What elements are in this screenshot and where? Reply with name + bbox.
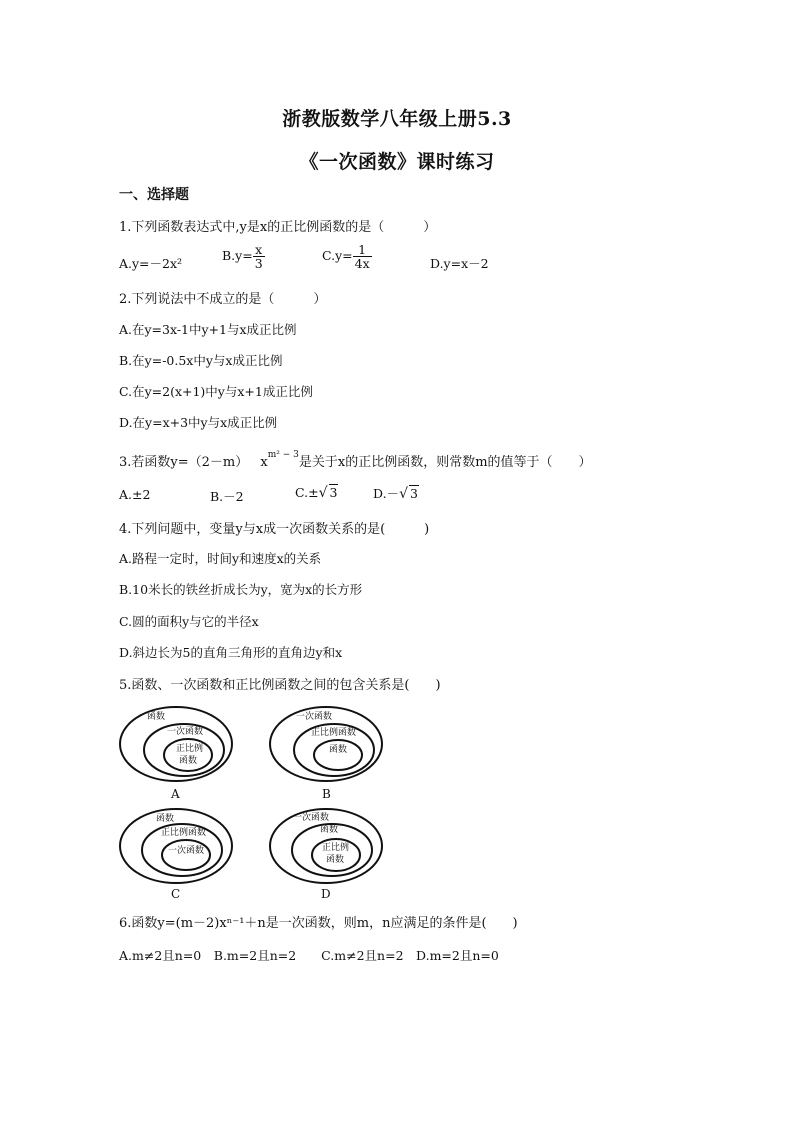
venn-c-middle-label: 正比例函数 <box>161 828 207 838</box>
q4-option-a: A.路程一定时，时间y和速度x的关系 <box>119 551 322 566</box>
question-3 <box>119 451 592 470</box>
title-line-1: 浙教版数学八年级上册5.3 <box>282 108 512 130</box>
venn-a-inner-label-2: 函数 <box>179 756 198 766</box>
q2-option-c: C.在y=2(x+1)中y与x+1成正比例 <box>119 384 313 399</box>
q1-option-b-denominator: 3 <box>254 256 263 272</box>
q1-option-b-numerator: x <box>253 243 265 257</box>
section-heading: 一、选择题 <box>119 187 189 203</box>
q5-venn-diagrams <box>110 700 400 910</box>
q3-option-d-radical-icon: √ <box>399 486 408 502</box>
venn-a-inner-label-1: 正比例 <box>176 744 204 754</box>
q4-option-b: B.10米长的铁丝折成长为y，宽为x的长方形 <box>119 582 363 597</box>
question-1: 1.下列函数表达式中,y是x的正比例函数的是（ ） <box>119 220 437 235</box>
q1-option-d: D.y=x－2 <box>430 256 489 271</box>
q3-option-a: A.±2 <box>119 487 151 502</box>
q2-option-b: B.在y=-0.5x中y与x成正比例 <box>119 353 283 368</box>
q3-option-d-radicand: 3 <box>409 486 418 501</box>
q3-base: x <box>260 455 268 470</box>
q3-option-c-radicand: 3 <box>329 485 338 500</box>
venn-b-outer-label: 一次函数 <box>296 712 333 722</box>
venn-diagram-b <box>270 707 382 801</box>
venn-a-letter: A <box>171 787 180 801</box>
venn-diagram-c <box>120 809 232 901</box>
q1-option-c-numerator: 1 <box>353 243 372 257</box>
venn-d-middle-label: 函数 <box>320 825 339 835</box>
question-5: 5.函数、一次函数和正比例函数之间的包含关系是( ) <box>119 678 441 693</box>
question-6: 6.函数y=(m－2)xⁿ⁻¹＋n是一次函数，则m，n应满足的条件是( ) <box>119 916 518 931</box>
venn-b-letter: B <box>322 787 331 801</box>
q1-option-a: A.y=－2x² <box>119 256 183 271</box>
q1-option-b-fraction <box>253 243 265 270</box>
q3-exponent: m² − 3 <box>267 449 299 460</box>
q6-options: A.m≠2且n=0 B.m=2且n=2 C.m≠2且n=2 D.m=2且n=0 <box>119 948 499 963</box>
q1-option-c <box>322 243 372 270</box>
q3-option-c-prefix: C.± <box>295 485 319 500</box>
venn-b-middle-label: 正比例函数 <box>311 728 357 738</box>
venn-d-outer-label: 一次函数 <box>293 813 330 823</box>
q3-option-c-radical-icon: √ <box>318 485 328 501</box>
venn-d-letter: D <box>321 887 331 901</box>
question-4: 4.下列问题中，变量y与x成一次函数关系的是( ) <box>119 522 430 537</box>
q3-option-b: B.－2 <box>210 489 244 504</box>
q3-option-c <box>295 484 338 501</box>
q4-option-d: D.斜边长为5的直角三角形的直角边y和x <box>119 645 343 660</box>
venn-diagram-a <box>120 707 232 801</box>
q1-option-b-prefix: B.y= <box>222 248 253 264</box>
title-line-2: 《一次函数》课时练习 <box>299 151 495 173</box>
q3-option-d <box>373 484 419 502</box>
q1-option-c-fraction <box>353 243 372 270</box>
q3-suffix: 是关于x的正比例函数，则常数m的值等于（ ） <box>298 455 592 470</box>
venn-a-outer-label: 函数 <box>147 712 166 722</box>
q2-option-d: D.在y=x+3中y与x成正比例 <box>119 415 278 430</box>
q4-option-c: C.圆的面积y与它的半径x <box>119 614 259 629</box>
venn-d-inner-label-2: 函数 <box>326 855 345 865</box>
venn-d-inner-label-1: 正比例 <box>322 843 350 853</box>
q1-option-c-prefix: C.y= <box>322 248 353 264</box>
venn-c-inner-label: 一次函数 <box>168 846 205 856</box>
venn-c-outer-label: 函数 <box>156 814 175 824</box>
q3-prefix: 3.若函数y=（2－m） <box>119 455 249 470</box>
venn-a-middle-label: 一次函数 <box>167 727 204 737</box>
venn-diagram-d <box>270 809 382 901</box>
q3-option-d-prefix: D.－ <box>373 486 400 501</box>
q2-option-a: A.在y=3x-1中y+1与x成正比例 <box>119 322 297 337</box>
venn-b-inner-label: 函数 <box>329 745 348 755</box>
venn-c-letter: C <box>171 887 181 901</box>
q1-option-c-denominator: 4x <box>354 256 370 272</box>
q1-option-b <box>222 243 265 270</box>
question-2: 2.下列说法中不成立的是（ ） <box>119 292 327 307</box>
